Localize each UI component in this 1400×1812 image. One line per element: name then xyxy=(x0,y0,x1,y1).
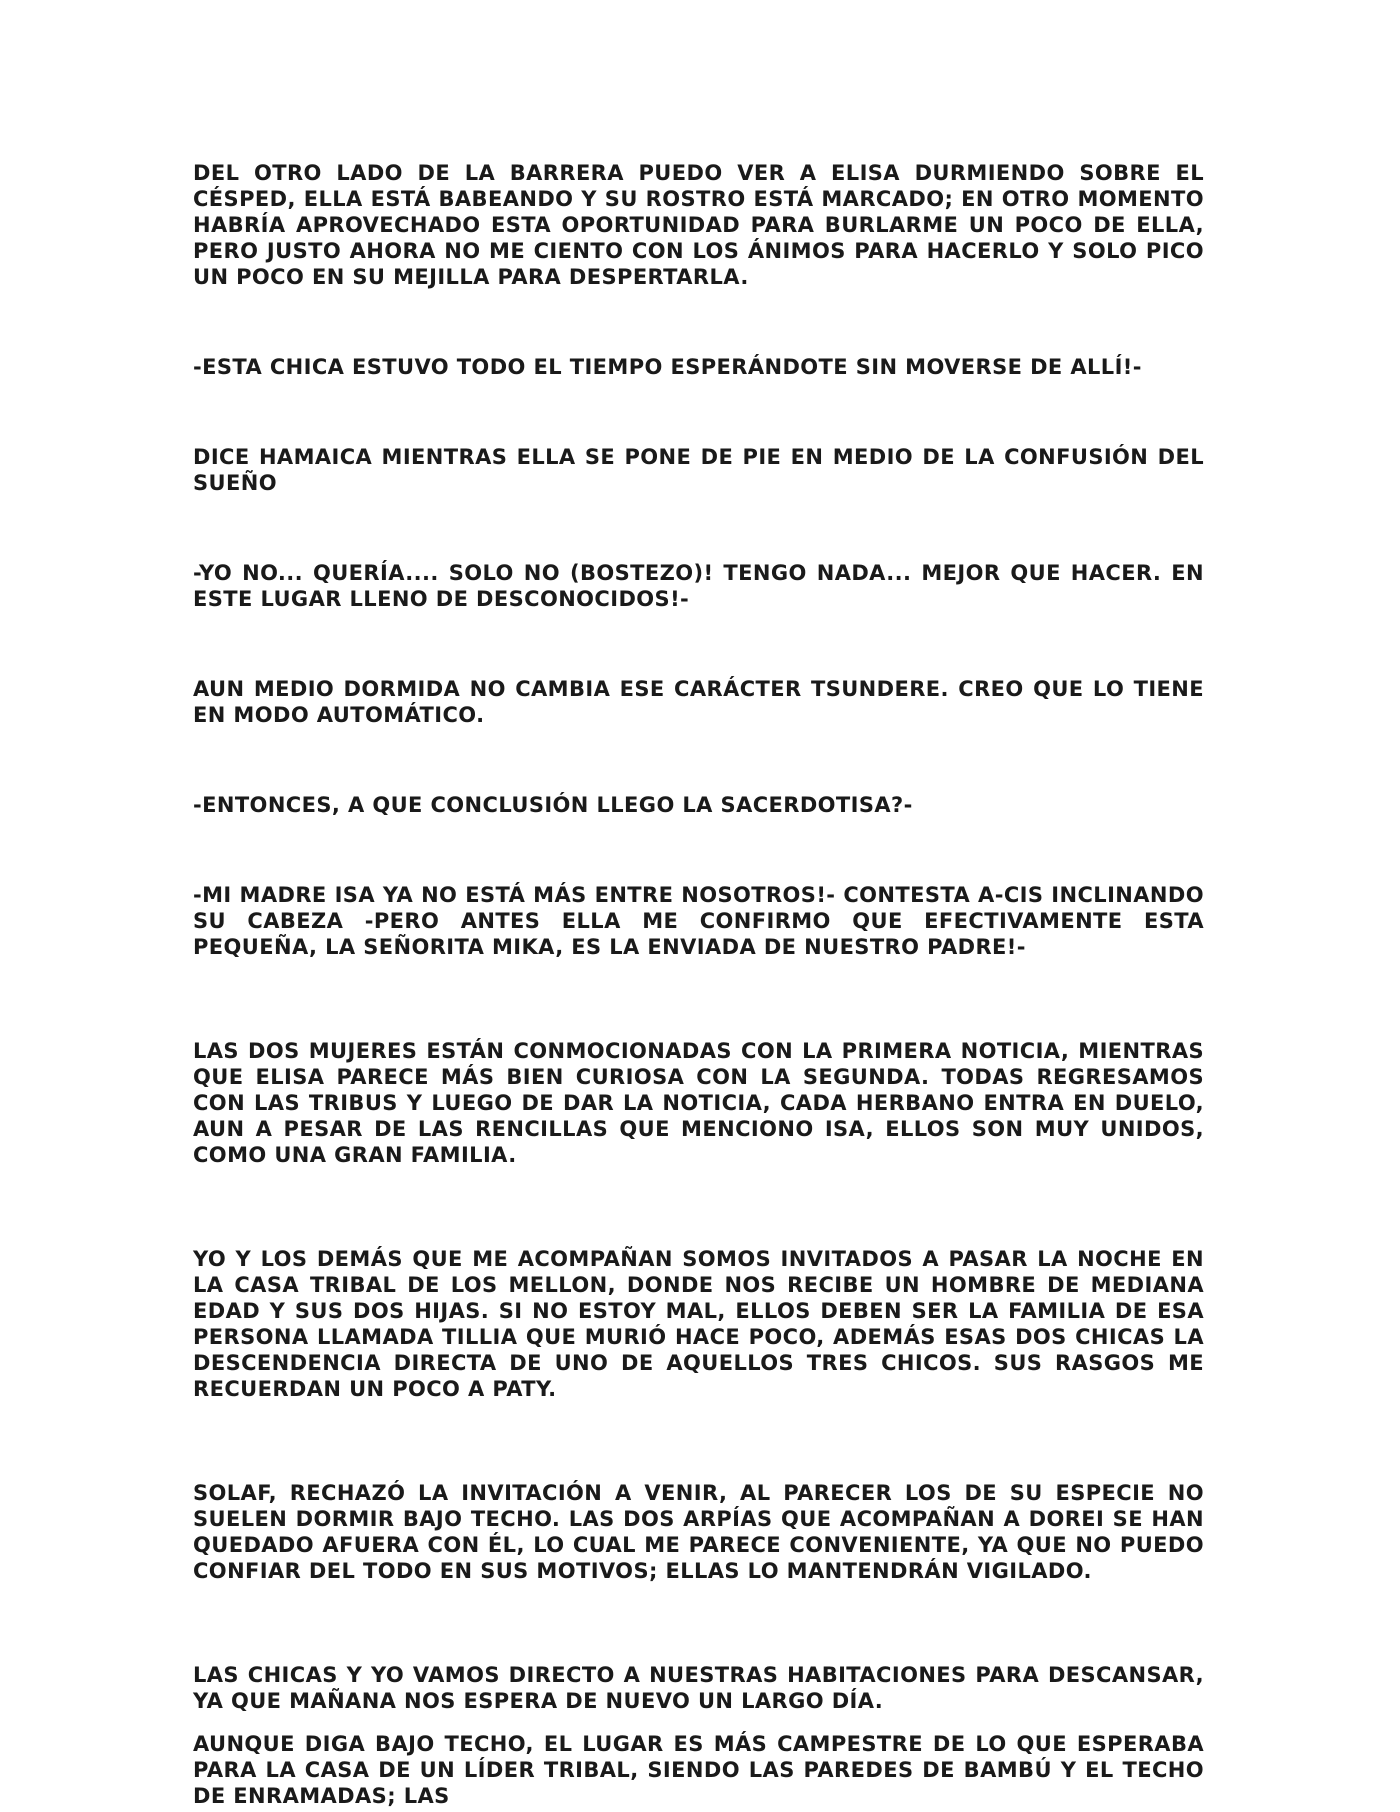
text-column xyxy=(193,160,1204,1809)
paragraph-dialogue-waiting: -ESTA CHICA ESTUVO TODO EL TIEMPO ESPERÁNDOTE SIN MOVERSE DE ALLÍ!- xyxy=(193,355,1142,379)
paragraph-barrier: DEL OTRO LADO DE LA BARRERA PUEDO VER A ELISA DURMIENDO SOBRE EL CÉSPED, ELLA ESTÁ BABEANDO Y SU ROSTRO ESTÁ MARCADO; EN OTRO MOMENTO HABRÍA APROVECHADO ESTA OPORTUNIDAD PARA BURLARME UN POCO DE ELLA, PERO JUSTO AHORA NO ME CIENTO CON LOS ÁNIMOS PARA HACERLO Y SOLO PICO UN POCO EN SU MEJILLA PARA DESPERTARLA. xyxy=(193,161,1204,289)
paragraph-mourning: LAS DOS MUJERES ESTÁN CONMOCIONADAS CON LA PRIMERA NOTICIA, MIENTRAS QUE ELISA PARECE MÁS BIEN CURIOSA CON LA SEGUNDA. TODAS REGRESAMOS CON LAS TRIBUS Y LUEGO DE DAR LA NOTICIA, CADA HERBANO ENTRA EN DUELO, AUN A PESAR DE LAS RENCILLAS QUE MENCIONO ISA, ELLOS SON MUY UNIDOS, COMO UNA GRAN FAMILIA. xyxy=(193,1039,1204,1167)
paragraph-tsundere: AUN MEDIO DORMIDA NO CAMBIA ESE CARÁCTER TSUNDERE. CREO QUE LO TIENE EN MODO AUTOMÁTICO. xyxy=(193,677,1204,727)
paragraph-dialogue-conclusion: -ENTONCES, A QUE CONCLUSIÓN LLEGO LA SACERDOTISA?- xyxy=(193,793,913,817)
paragraph-solaf: SOLAF, RECHAZÓ LA INVITACIÓN A VENIR, AL PARECER LOS DE SU ESPECIE NO SUELEN DORMIR BAJO TECHO. LAS DOS ARPÍAS QUE ACOMPAÑAN A DOREI SE HAN QUEDADO AFUERA CON ÉL, LO CUAL ME PARECE CONVENIENTE, YA QUE NO PUEDO CONFIAR DEL TODO EN SUS MOTIVOS; ELLAS LO MANTENDRÁN VIGILADO. xyxy=(193,1481,1204,1583)
paragraph-rooms: LAS CHICAS Y YO VAMOS DIRECTO A NUESTRAS HABITACIONES PARA DESCANSAR, YA QUE MAÑANA NOS ESPERA DE NUEVO UN LARGO DÍA. xyxy=(193,1663,1204,1713)
paragraph-dialogue-elisa: -YO NO... QUERÍA.... SOLO NO (BOSTEZO)! TENGO NADA... MEJOR QUE HACER. EN ESTE LUGAR LLENO DE DESCONOCIDOS!- xyxy=(193,561,1204,611)
paragraph-dialogue-acis: -MI MADRE ISA YA NO ESTÁ MÁS ENTRE NOSOTROS!- CONTESTA A-CIS INCLINANDO SU CABEZA -PERO ANTES ELLA ME CONFIRMO QUE EFECTIVAMENTE ESTA PEQUEÑA, LA SEÑORITA MIKA, ES LA ENVIADA DE NUESTRO PADRE!- xyxy=(193,883,1204,959)
paragraph-hamaica: DICE HAMAICA MIENTRAS ELLA SE PONE DE PIE EN MEDIO DE LA CONFUSIÓN DEL SUEÑO xyxy=(193,445,1204,495)
paragraph-mellon-house: YO Y LOS DEMÁS QUE ME ACOMPAÑAN SOMOS INVITADOS A PASAR LA NOCHE EN LA CASA TRIBAL DE LOS MELLON, DONDE NOS RECIBE UN HOMBRE DE MEDIANA EDAD Y SUS DOS HIJAS. SI NO ESTOY MAL, ELLOS DEBEN SER LA FAMILIA DE ESA PERSONA LLAMADA TILLIA QUE MURIÓ HACE POCO, ADEMÁS ESAS DOS CHICAS LA DESCENDENCIA DIRECTA DE UNO DE AQUELLOS TRES CHICOS. SUS RASGOS ME RECUERDAN UN POCO A PATY. xyxy=(193,1247,1204,1401)
paragraph-house-description: AUNQUE DIGA BAJO TECHO, EL LUGAR ES MÁS CAMPESTRE DE LO QUE ESPERABA PARA LA CASA DE UN LÍDER TRIBAL, SIENDO LAS PAREDES DE BAMBÚ Y EL TECHO DE ENRAMADAS; LAS xyxy=(193,1732,1204,1808)
